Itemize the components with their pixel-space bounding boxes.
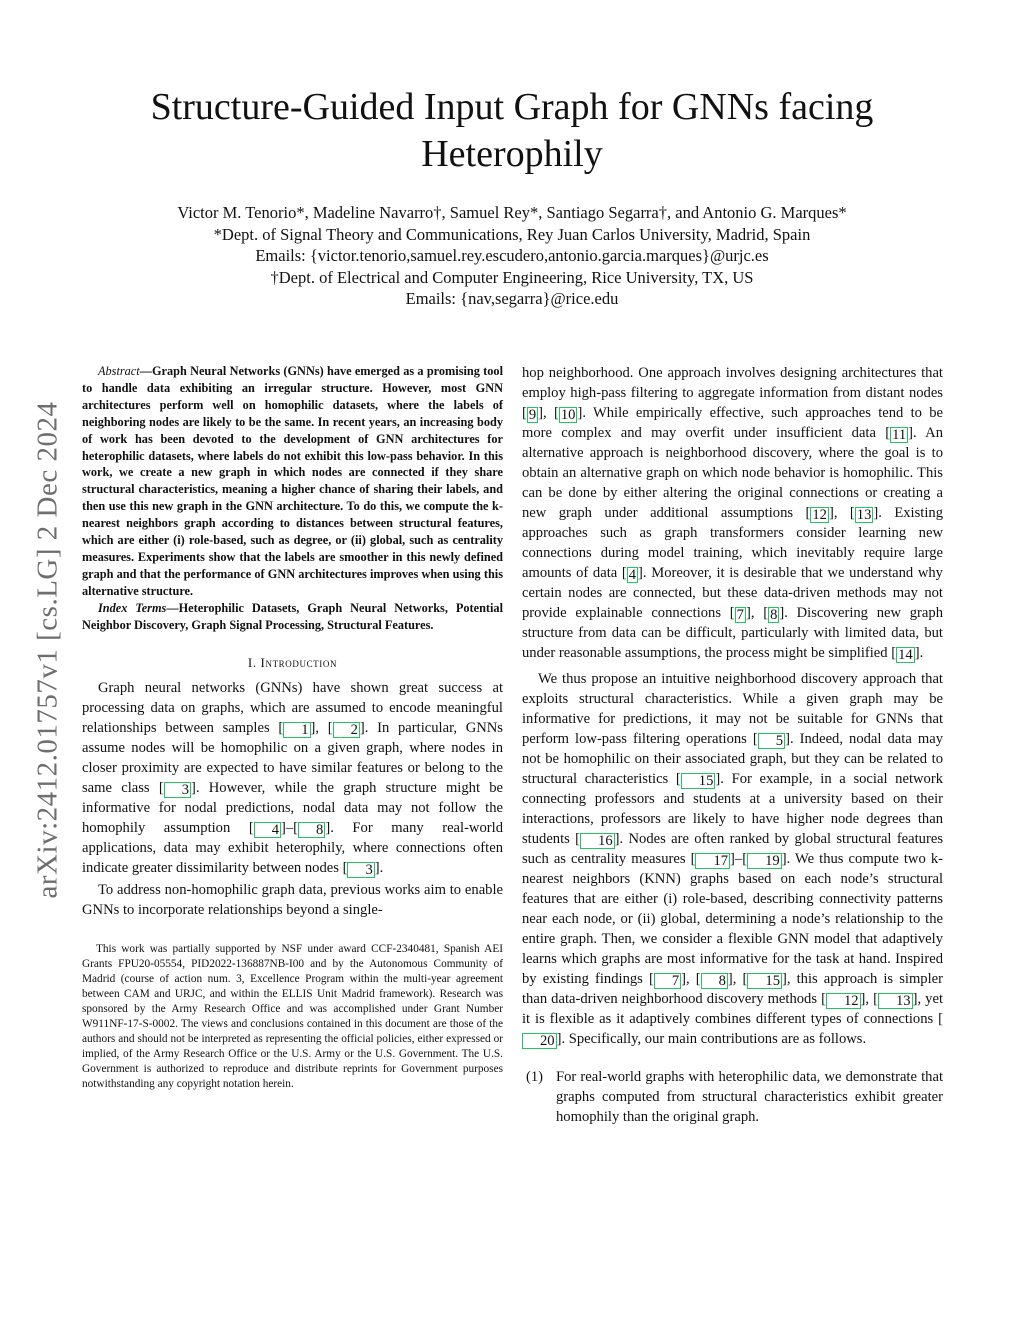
- citation-link[interactable]: 2: [333, 722, 360, 738]
- citation-link[interactable]: 7: [736, 607, 744, 623]
- contribution-item-1: [522, 1067, 943, 1127]
- citation-link[interactable]: 9: [528, 407, 537, 423]
- funding-footnote: [82, 942, 503, 1092]
- citation-link[interactable]: 16: [580, 833, 615, 849]
- arxiv-stamp: [18, 360, 78, 940]
- author-names: Victor M. Tenorio*, Madeline Navarro†, Samuel Rey*, Santiago Segarra†, and Antonio G. Marques*: [177, 203, 847, 222]
- citation-link[interactable]: 10: [560, 407, 576, 423]
- citation-link[interactable]: 15: [747, 973, 782, 989]
- emails-2: Emails: {nav,segarra}@rice.edu: [405, 289, 619, 309]
- citation-link[interactable]: 3: [164, 782, 191, 798]
- intro-text-right: [522, 363, 943, 1049]
- intro-paragraph-2: To address non-homophilic graph data, previous works aim to enable GNNs to incorporate relationships beyond a single-: [82, 881, 503, 918]
- citation-link[interactable]: 11: [892, 427, 907, 443]
- citation-link[interactable]: 12: [826, 993, 861, 1009]
- citation-link[interactable]: 13: [878, 993, 913, 1009]
- intro-paragraph-continued: hop neighborhood. One approach involves designing architectures that employ high-pass filtering to aggregate information from distant nodes [ 9 ], [ 10 ]. While empirically effective, such approaches tend to be more complex and may overfit under insufficient data [ 11 ]. An alternative approach is neighborhood discovery, where the goal is to obtain an alternative graph on which node behavior is homophilic. This can be done by either altering the original connections or creating a new graph under additional assumptions [ 12 ], [ 13 ]. Existing approaches such as graph transformers consider learning new connections during model training, which inevitably require large amounts of data [ 4 ]. Moreover, it is desirable that we understand why certain nodes are connected, but these data-driven methods may not provide explainable connections [ 7 ], [ 8 ]. Discovering new graph structure from data can be difficult, particularly with limited data, but under reasonable assumptions, the process might be simplified [ 14 ].: [522, 365, 944, 663]
- index-terms-text: —Heterophilic Datasets, Graph Neural Networks, Potential Neighbor Discovery, Graph Signal Processing, Structural Features.: [82, 600, 503, 632]
- citation-link[interactable]: 19: [747, 853, 782, 869]
- author-block: [100, 202, 924, 310]
- affiliation-1: *Dept. of Signal Theory and Communications, Rey Juan Carlos University, Madrid, Spain: [213, 224, 811, 244]
- citation-link[interactable]: 15: [681, 773, 716, 789]
- paper-title: [100, 84, 924, 178]
- contribution-number: (1): [526, 1069, 544, 1085]
- citation-link[interactable]: 12: [812, 507, 827, 523]
- abstract-paragraph: [82, 363, 503, 600]
- title-line-2: Heterophily: [421, 133, 603, 175]
- citation-link[interactable]: 8: [770, 607, 778, 623]
- index-terms: [82, 600, 503, 634]
- citation-link[interactable]: 1: [283, 722, 310, 738]
- title-line-1: Structure-Guided Input Graph for GNNs facing: [150, 86, 874, 128]
- footnote-text: This work was partially supported by NSF under award CCF-2340481, Spanish AEI Grants FPU20-05554, PID2022-136887NB-I00 and by the Autonomous Community of Madrid (course of action num. 3, Excellence Program within the multi-year agreement between CAM and URJC, and within the ELLIS Unit Madrid framework). Research was sponsored by the Army Research Office and was accomplished under Grant Number W911NF-17-S-0002. The views and conclusions contained in this document are those of the authors and should not be interpreted as representing the official policies, either expressed or implied, of the Army Research Office or the U.S. Army or the U.S. Government. The U.S. Government is authorized to reproduce and distribute reprints for Government purposes notwithstanding any copyright notation herein.: [82, 942, 503, 1090]
- citation-link[interactable]: 8: [298, 822, 325, 838]
- citation-link[interactable]: 4: [628, 567, 637, 583]
- abstract-text: —Graph Neural Networks (GNNs) have emerged as a promising tool to handle data exhibiting an irregular structure. However, most GNN architectures perform well on homophilic datasets, where the labels of neighboring nodes are likely to be the same. In recent years, an increasing body of work has been devoted to the development of GNN architectures for heterophilic datasets, where labels do not exhibit this low-pass behavior. In this work, we create a new graph in which nodes are connected if they share structural characteristics, meaning a higher chance of sharing their labels, and then use this new graph in the GNN architecture. To do this, we compute the k-nearest neighbors graph according to distances between structural features, which are either (i) role-based, such as degree, or (ii) global, such as centrality measures. Experiments show that the labels are smoother in this newly defined graph and that the performance of GNN architectures improves when using this alternative structure.: [82, 364, 503, 598]
- section-heading-introduction: I. Introduction: [247, 654, 338, 670]
- citation-link[interactable]: 17: [695, 853, 730, 869]
- intro-paragraph-3: We thus propose an intuitive neighborhood discovery approach that exploits structural characteristics. While a given graph may be informative for predictions, it may not be suitable for GNNs that perform low-pass filtering operations [ 5 ]. Indeed, nodal data may not be homophilic on their associated graph, but they can be related to structural characteristics [ 15 ]. For example, in a social network connecting professors and students at a university based on their interactions, professors are likely to have higher node degrees than students [ 16 ]. Nodes are often ranked by global structural features such as centrality measures [ 17 ]–[ 19 ]. We thus compute two k-nearest neighbors (KNN) graphs based on each node’s structural features that are either (i) role-based, describing connectivity patterns near each node, or (ii) global, determining a node’s relationship to the entire graph. Then, we consider a flexible GNN model that adaptively learns which graphs are most informative for the task at hand. Inspired by existing findings [ 7 ], [ 8 ], [ 15 ], this approach is simpler than data-driven neighborhood discovery methods [ 12 ], [ 13 ], yet it is flexible as it adaptively combines different types of connections [20 ]. Specifically, our main contributions are as follows.: [522, 671, 943, 1049]
- citation-link[interactable]: 3: [347, 862, 374, 878]
- left-column: [82, 363, 503, 1092]
- citation-link[interactable]: 4: [254, 822, 281, 838]
- contribution-text: For real-world graphs with heterophilic data, we demonstrate that graphs computed from structural characteristics exhibit greater homophily than the original graph.: [556, 1069, 943, 1125]
- citation-link[interactable]: 13: [856, 507, 872, 523]
- right-column: [522, 363, 943, 1127]
- intro-paragraph-1: Graph neural networks (GNNs) have shown great success at processing data on graphs, which are assumed to encode meaningful relationships between samples [ 1 ], [ 2 ]. In particular, GNNs assume nodes will be homophilic on a given graph, where nodes in closer proximity are expected to have similar features or belong to the same class [ 3 ]. However, while the graph structure might be informative for nodal predictions, nodal data may not follow the homophily assumption [ 4 ]–[ 8 ]. For many real-world applications, data may exhibit heterophily, where connections often indicate greater dissimilarity between nodes [ 3 ].: [82, 679, 503, 878]
- citation-link[interactable]: 8: [701, 973, 728, 989]
- citation-link[interactable]: 20: [522, 1033, 557, 1049]
- citation-link[interactable]: 5: [758, 733, 785, 749]
- intro-text-left: [82, 678, 503, 920]
- index-terms-label: Index Terms: [98, 600, 167, 615]
- emails-1: Emails: {victor.tenorio,samuel.rey.escudero,antonio.garcia.marques}@urjc.es: [255, 246, 769, 266]
- citation-link[interactable]: 14: [898, 647, 913, 663]
- citation-link[interactable]: 7: [654, 973, 681, 989]
- arxiv-stamp-text: arXiv:2412.01757v1 [cs.LG] 2 Dec 2024: [31, 401, 64, 899]
- affiliation-2: †Dept. of Electrical and Computer Engineering, Rice University, TX, US: [270, 267, 754, 287]
- abstract-label: Abstract: [98, 364, 140, 378]
- abstract: [82, 363, 503, 634]
